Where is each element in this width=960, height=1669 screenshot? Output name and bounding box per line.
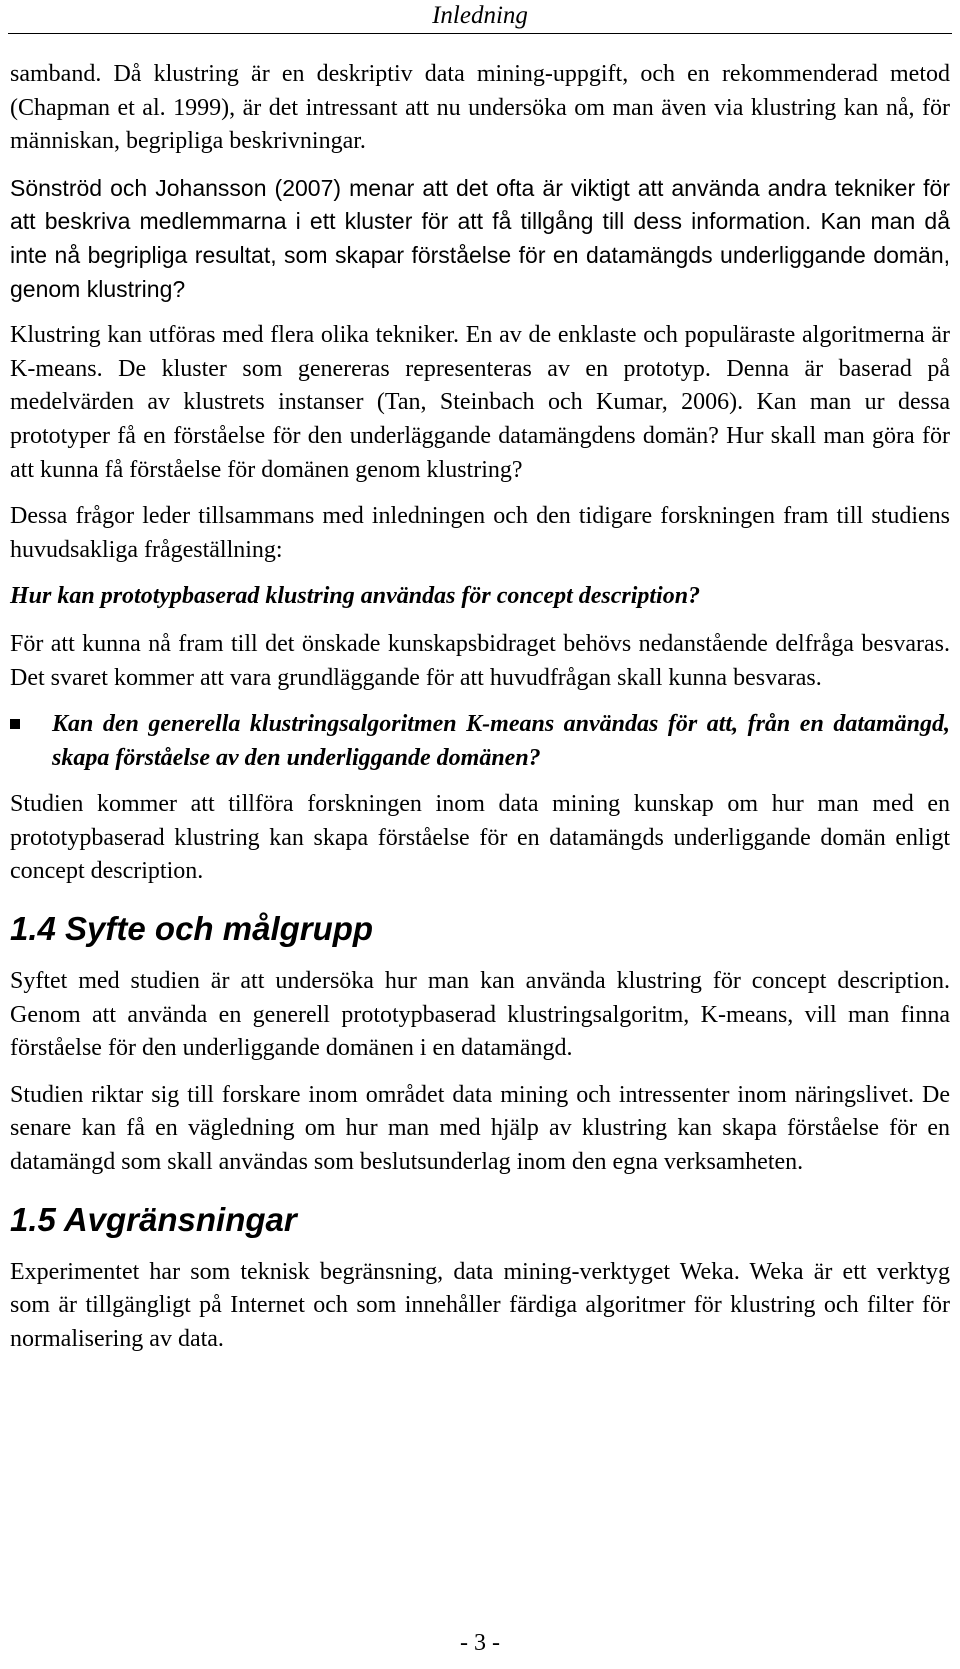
running-title: Inledning (432, 2, 528, 29)
paragraph-1: samband. Då klustring är en deskriptiv data mining-uppgift, och en rekommenderad metod (Chapman et al. 1999), är det intressant att nu undersöka om man även via klustring kan nå, för människan, begripliga beskrivningar. (10, 61, 950, 155)
paragraph-3: Klustring kan utföras med flera olika tekniker. En av de enklaste och populäraste algoritmerna är K-means. De kluster som genereras representeras av en prototyp. Denna är baserad på medelvärden av klustrets instanser (Tan, Steinbach och Kumar, 2006). Kan man ur dessa prototyper få en förståelse för den underläggande datamängdens domän? Hur skall man göra för att kunna få förståelse för domänen genom klustring? (10, 322, 950, 483)
paragraph-5: För att kunna nå fram till det önskade kunskapsbidraget behövs nedanstående delfråga besvaras. Det svaret kommer att vara grundläggande för att huvudfrågan skall kunna besvaras. (10, 630, 950, 691)
research-question: Hur kan prototypbaserad klustring användas för concept description? (10, 583, 701, 610)
paragraph-9: Experimentet har som teknisk begränsning, data mining-verktyget Weka. Weka är ett verktyg som är tillgängligt på Internet och som innehåller färdiga algoritmer för klustring och filter för normalisering av data. (10, 1258, 950, 1352)
body-text (10, 58, 950, 1369)
square-bullet-icon (10, 719, 20, 729)
sub-question-item (10, 708, 950, 775)
paragraph-8: Studien riktar sig till forskare inom området data mining och intressenter inom näringslivet. De senare kan få en vägledning om hur man med hjälp av klustring kan skapa förståelse för en datamängd som skall användas som beslutsunderlag inom den egna verksamheten. (10, 1081, 950, 1176)
paragraph-6: Studien kommer att tillföra forskningen inom data mining kunskap om hur man med en prototypbaserad klustring kan skapa förståelse för en datamängds underliggande domän enligt concept description. (10, 791, 950, 885)
header-rule (8, 33, 952, 34)
running-header (0, 0, 960, 36)
sub-question: Kan den generella klustringsalgoritmen K-means användas för att, från en datamängd, skapa förståelse av den underliggande domänen? (52, 711, 950, 771)
page-number: - 3 - (460, 1630, 500, 1656)
paragraph-2: Sönströd och Johansson (2007) menar att det ofta är viktigt att använda andra tekniker för att beskriva medlemmarna i ett kluster för att få tillgång till dess information. Kan man då inte nå begripliga resultat, som skapar förståelse för en datamängds underliggande domän, genom klustring? (10, 174, 950, 302)
section-heading-1-4: 1.4 Syfte och målgrupp (10, 910, 374, 948)
paragraph-7: Syftet med studien är att undersöka hur man kan använda klustring för concept description. Genom att använda en generell prototypbaserad klustringsalgoritm, K-means, vill man finna förståelse för den underliggande domänen i en datamängd. (10, 968, 950, 1062)
section-heading-1-5: 1.5 Avgränsningar (10, 1200, 297, 1238)
paragraph-4: Dessa frågor leder tillsammans med inledningen och den tidigare forskningen fram till studiens huvudsakliga frågeställning: (10, 503, 950, 563)
